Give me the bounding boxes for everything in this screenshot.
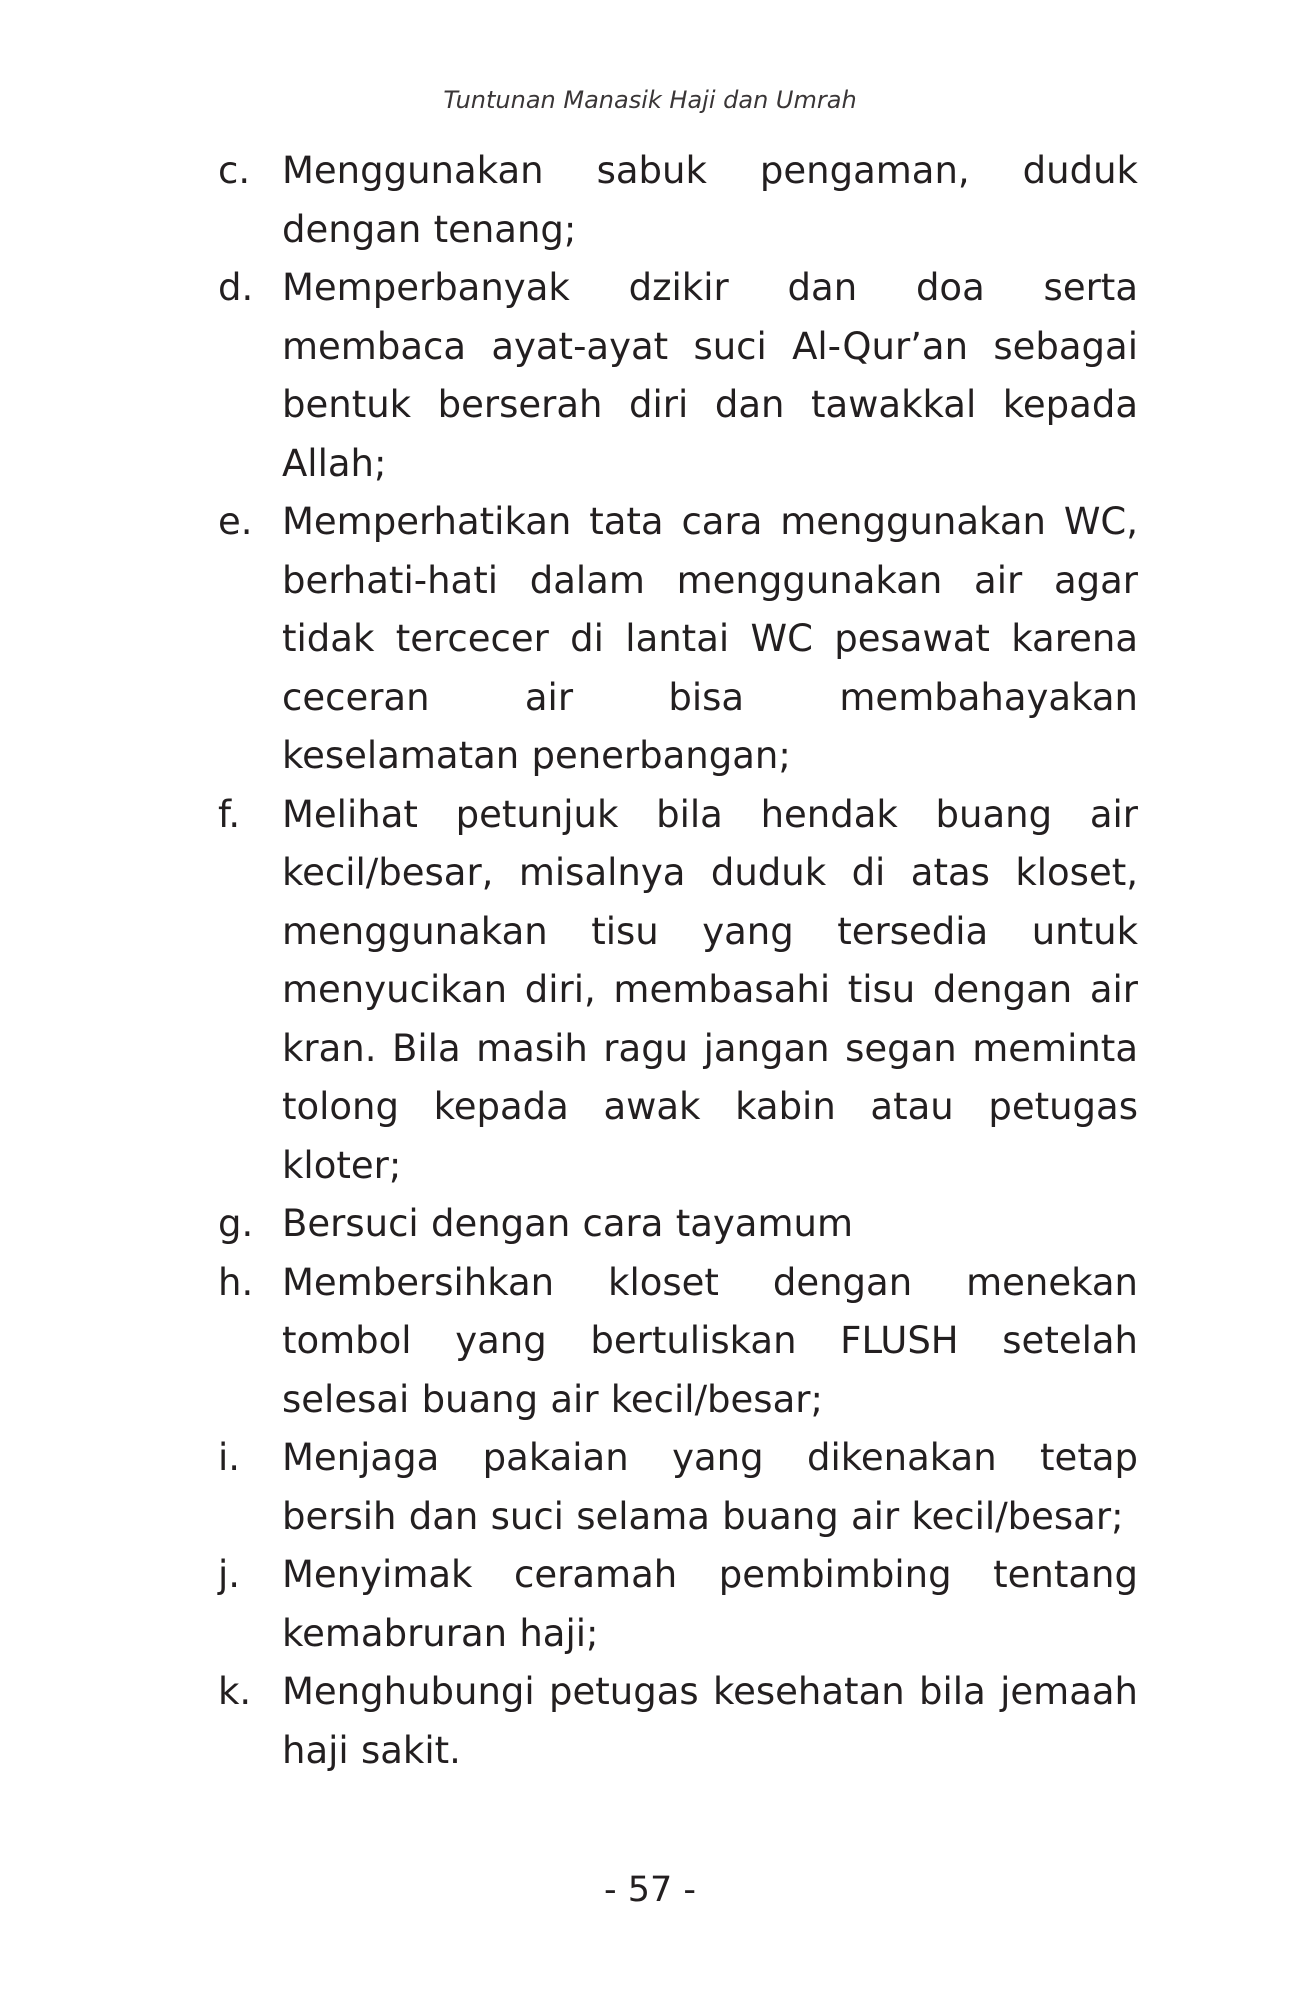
list-item-text: Menghubungi petugas kesehatan bila jemaah haji sakit. bbox=[282, 1670, 1138, 1772]
list-item-text: Menggunakan sabuk pengaman, duduk dengan tenang; bbox=[282, 149, 1138, 251]
list-item-h bbox=[218, 1254, 1138, 1430]
list-item-e bbox=[218, 493, 1138, 786]
list-marker: f. bbox=[218, 792, 241, 836]
list-marker: c. bbox=[218, 149, 251, 192]
list-item-g bbox=[218, 1195, 1138, 1254]
list-item-f bbox=[218, 786, 1138, 1196]
list-item-text: Melihat petunjuk bila hendak buang air kecil/besar, misalnya duduk di atas kloset, menggunakan tisu yang tersedia untuk menyucikan diri, membasahi tisu dengan air kran. Bila masih ragu jangan segan meminta tolong kepada awak kabin atau petugas kloter; bbox=[282, 792, 1138, 1187]
list-marker: j. bbox=[218, 1553, 241, 1596]
running-header: Tuntunan Manasik Haji dan Umrah bbox=[443, 86, 857, 114]
list-marker: d. bbox=[218, 266, 254, 309]
list-marker: k. bbox=[218, 1670, 252, 1713]
list-marker: i. bbox=[218, 1436, 241, 1479]
list-item-text: Membersihkan kloset dengan menekan tombol yang bertuliskan FLUSH setelah selesai buang air kecil/besar; bbox=[282, 1260, 1138, 1421]
instruction-list bbox=[218, 142, 1138, 1780]
list-item-text: Memperhatikan tata cara menggunakan WC, berhati-hati dalam menggunakan air agar tidak tercecer di lantai WC pesawat karena ceceran air bisa membahayakan keselamatan penerbangan; bbox=[282, 500, 1138, 777]
list-item-k bbox=[218, 1663, 1138, 1780]
list-item-c bbox=[218, 142, 1138, 259]
list-item-text: Memperbanyak dzikir dan doa serta membaca ayat-ayat suci Al-Qur’an sebagai bentuk berserah diri dan tawakkal kepada Allah; bbox=[282, 266, 1138, 485]
list-marker: e. bbox=[218, 500, 253, 543]
list-item-text: Bersuci dengan cara tayamum bbox=[282, 1202, 853, 1245]
list-marker: g. bbox=[218, 1202, 254, 1245]
list-item-i bbox=[218, 1429, 1138, 1546]
list-item-text: Menyimak ceramah pembimbing tentang kemabruran haji; bbox=[282, 1553, 1138, 1655]
list-item-d bbox=[218, 259, 1138, 493]
list-item-text: Menjaga pakaian yang dikenakan tetap bersih dan suci selama buang air kecil/besar; bbox=[282, 1436, 1138, 1538]
list-item-j bbox=[218, 1546, 1138, 1663]
list-marker: h. bbox=[218, 1260, 254, 1304]
page-number: - 57 - bbox=[603, 1870, 697, 1910]
